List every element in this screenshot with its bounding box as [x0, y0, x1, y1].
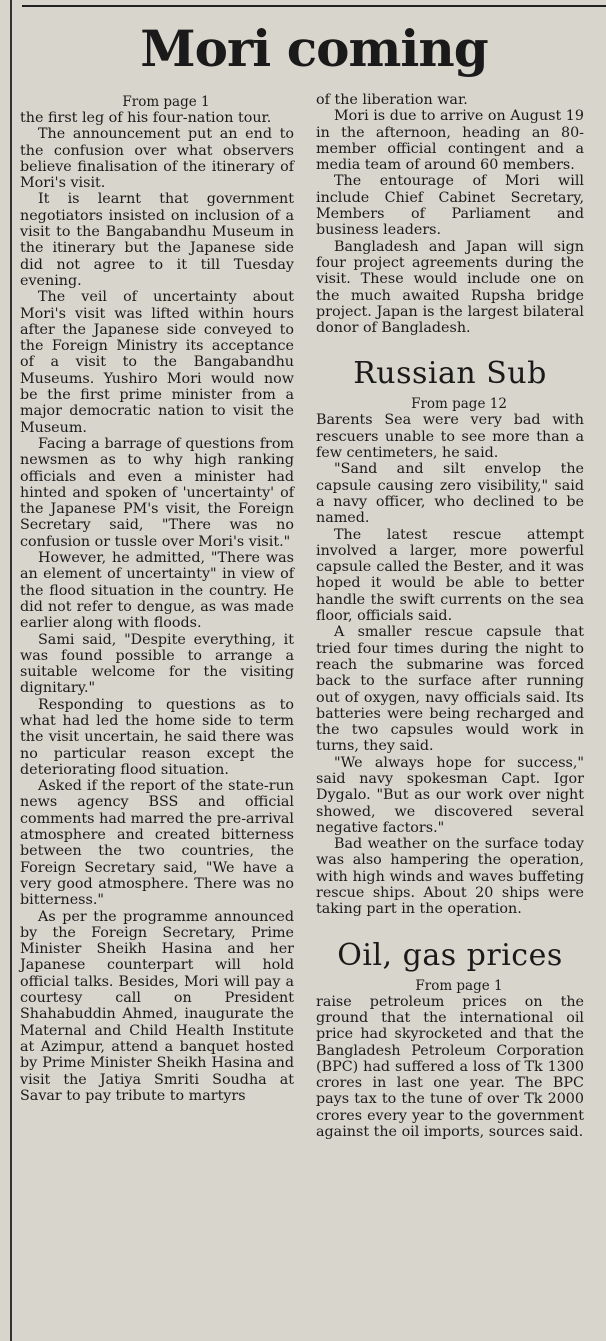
- paragraph: A smaller rescue capsule that tried four times during the night to reach the submarine was forced back to the surface after running out of oxygen, navy officials said. Its batteries were being recharged and the two capsules would work in turns, they said.: [316, 624, 584, 755]
- article-column-left: [20, 94, 294, 1104]
- article-column-right: [316, 92, 584, 1140]
- paragraph: The veil of uncertainty about Mori's visit was lifted within hours after the Japanese side conveyed to the Foreign Ministry its acceptance of a visit to the Bangabandhu Museums. Yushiro Mori would now be the first prime minister from a major democratic nation to visit the Museum.: [20, 289, 294, 436]
- paragraph: Facing a barrage of questions from newsmen as to why high ranking officials and even a minister had hinted and spoken of 'uncertainty' of the Japanese PM's visit, the Foreign Secretary said, "There was no confusion or tussle over Mori's visit.": [20, 435, 294, 550]
- top-rule: [22, 5, 606, 7]
- jump-line: From page 1: [415, 977, 503, 994]
- paragraph: The latest rescue attempt involved a larger, more powerful capsule called the Bester, and it was hoped it would be able to better handle the swift currents on the sea floor, officials said.: [316, 526, 584, 625]
- column-rule-left: [10, 0, 12, 1341]
- paragraph: of the liberation war.: [316, 92, 468, 108]
- headline-mori-coming: Mori coming: [140, 19, 488, 78]
- paragraph: Sami said, "Despite everything, it was found possible to arrange a suitable welcome for the visiting dignitary.": [20, 631, 294, 697]
- paragraph: the first leg of his four-nation tour.: [20, 110, 272, 126]
- paragraph: Responding to questions as to what had led the home side to term the visit uncertain, he said there was no particular reason except the deteriorating flood situation.: [20, 696, 294, 778]
- paragraph: It is learnt that government negotiators insisted on inclusion of a visit to the Bangabandhu Museum in the itinerary but the Japanese side did not agree to it till Tuesday evening.: [20, 191, 294, 289]
- paragraph: raise petroleum prices on the ground that the international oil price had skyrocketed and that the Bangladesh Petroleum Corporation (BPC) had suffered a loss of Tk 1300 crores in last one year. The BPC pays tax to the tune of over Tk 2000 crores every year to the government against the oil imports, sources said.: [316, 993, 584, 1141]
- paragraph: "We always hope for success," said navy spokesman Capt. Igor Dygalo. "But as our work over night showed, we discovered several negative factors.": [316, 754, 584, 836]
- paragraph: Asked if the report of the state-run news agency BSS and official comments had marred the pre-arrival atmosphere and created bitterness between the two countries, the Foreign Secretary said, "We have a very good atmosphere. There was no bitterness.": [20, 778, 294, 909]
- paragraph: The announcement put an end to the confusion over what observers believe finalisation of the itinerary of Mori's visit.: [20, 126, 294, 192]
- paragraph: Mori is due to arrive on August 19 in the afternoon, heading an 80-member official contingent and a media team of around 60 members.: [316, 108, 584, 174]
- jump-line: From page 12: [411, 396, 507, 413]
- headline-russian-sub: Russian Sub: [353, 356, 547, 392]
- paragraph: As per the programme announced by the Foreign Secretary, Prime Minister Sheikh Hasina and her Japanese counterpart will hold official talks. Besides, Mori will pay a courtesy call on President Shahabuddin Ahmed, inaugurate the Maternal and Child Health Institute at Azimpur, attend a banquet hosted by Prime Minister Sheikh Hasina and visit the Jatiya Smriti Soudha at Savar to pay tribute to martyrs: [20, 908, 294, 1104]
- paragraph: Barents Sea were very bad with rescuers unable to see more than a few centimeters, he said.: [316, 412, 584, 462]
- headline-oil-gas-prices: Oil, gas prices: [337, 937, 563, 973]
- paragraph: The entourage of Mori will include Chief Cabinet Secretary, Members of Parliament and business leaders.: [316, 173, 584, 239]
- paragraph: "Sand and silt envelop the capsule causing zero visibility," said a navy officer, who declined to be named.: [316, 461, 584, 527]
- paragraph: However, he admitted, "There was an element of uncertainty" in view of the flood situation in the country. He did not refer to dengue, as was made earlier along with floods.: [20, 550, 294, 632]
- paragraph: Bad weather on the surface today was also hampering the operation, with high winds and waves buffeting rescue ships. About 20 ships were taking part in the operation.: [316, 836, 584, 918]
- jump-line: From page 1: [122, 94, 210, 110]
- paragraph: Bangladesh and Japan will sign four project agreements during the visit. These would include one on the much awaited Rupsha bridge project. Japan is the largest bilateral donor of Bangladesh.: [316, 238, 584, 337]
